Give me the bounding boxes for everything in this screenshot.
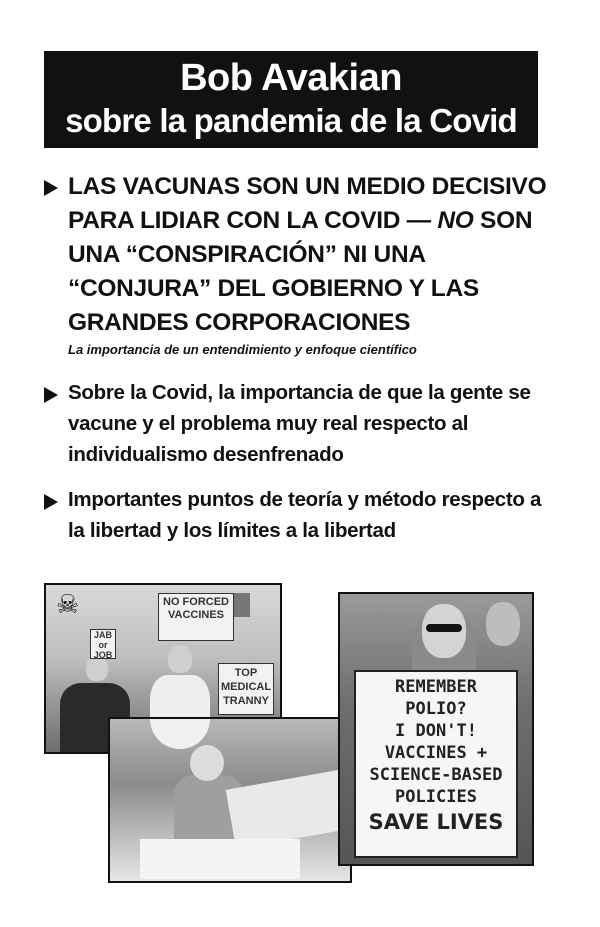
bullet-subtitle: La importancia de un entendimiento y enfoque científico <box>68 342 417 357</box>
protest-sign: TOP MEDICAL TRANNY <box>218 663 274 715</box>
title-banner <box>44 51 538 148</box>
surgical-light <box>150 719 210 749</box>
triangle-right-icon <box>44 180 58 196</box>
protest-sign: JAB or JOB <box>90 629 116 659</box>
bullet-item-covid <box>44 377 548 470</box>
page-subtitle: sobre la pandemia de la Covid <box>65 102 517 139</box>
sunglasses-icon <box>426 624 462 632</box>
health-worker-head <box>190 745 224 781</box>
polio-sign: REMEMBER POLIO? I DON'T! VACCINES + SCIENCE-BASED POLICIES SAVE LIVES <box>354 670 518 858</box>
emphasis-no: NO <box>437 207 474 234</box>
page-title: Bob Avakian <box>180 57 402 99</box>
skull-flag-icon: ☠ <box>56 589 80 619</box>
bullet-text: LAS VACUNAS SON UN MEDIO DECISIVO PARA LIDIAR CON LA COVID — NO SON UNA “CONSPIRACIÓN” NI UNA “CONJURA” DEL GOBIERNO Y LAS GRANDES CORPORACIONES <box>68 173 547 336</box>
hospital-bed <box>140 839 300 879</box>
protest-sign: NO FORCED VACCINES <box>158 593 234 641</box>
flag-icon <box>232 593 250 617</box>
bullet-item-vaccines <box>44 170 548 359</box>
bullet-text: Sobre la Covid, la importancia de que la gente se vacune y el problema muy real respecto al individualismo desenfrenado <box>68 381 531 466</box>
health-worker-gown <box>226 769 352 849</box>
triangle-right-icon <box>44 387 58 403</box>
medical-workers-photo <box>108 717 352 883</box>
bystander-head <box>486 602 520 646</box>
bullet-item-freedom <box>44 484 548 546</box>
triangle-right-icon <box>44 494 58 510</box>
protester-head <box>168 645 192 673</box>
pro-vaccine-photo <box>338 592 534 866</box>
bullet-text: Importantes puntos de teoría y método respecto a la libertad y los límites a la libertad <box>68 488 542 542</box>
